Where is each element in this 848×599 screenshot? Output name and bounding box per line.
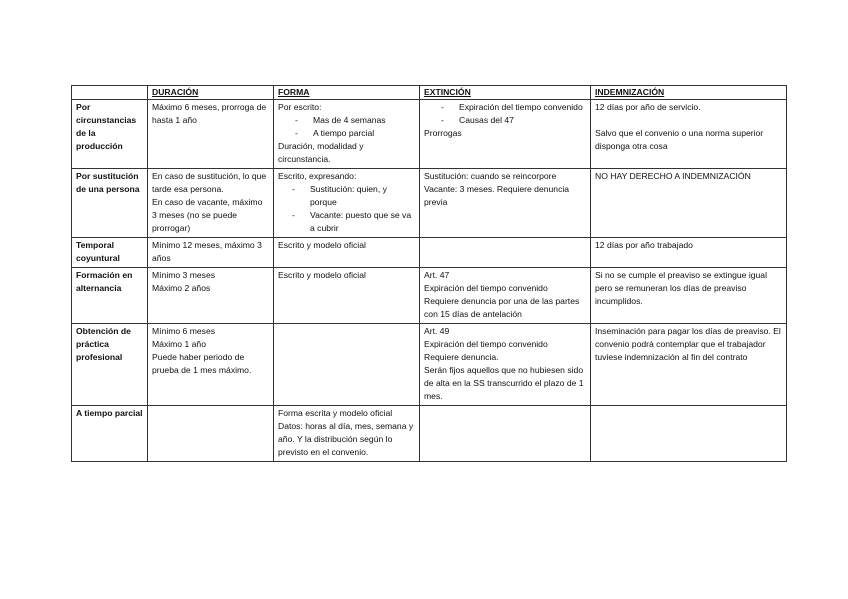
cell-text: Escrito y modelo oficial [278, 270, 366, 280]
row-label: Temporal coyuntural [72, 238, 148, 268]
bullet-text: Mas de 4 semanas [313, 115, 386, 125]
table-row [72, 406, 787, 462]
forma-cell [274, 268, 420, 324]
bullet-item [278, 209, 415, 235]
cell-text: Escrito, expresando: [278, 171, 357, 181]
cell-text: 12 días por año trabajado [595, 240, 693, 250]
cell-text: En caso de vacante, máximo 3 meses (no se puede prorrogar) [152, 197, 263, 233]
indemnizacion-cell [591, 238, 787, 268]
duracion-cell [148, 169, 274, 238]
cell-text: Inseminación para pagar los días de preaviso. El convenio podrá contemplar que el trabajador tuviese indemnización al fin del contrato [595, 326, 781, 362]
cell-text: Art. 47 [424, 270, 450, 280]
cell-text: En caso de sustitución, lo que tarde esa persona. [152, 171, 267, 194]
cell-text: Mínimo 6 meses [152, 326, 216, 336]
cell-text: Máximo 2 años [152, 283, 211, 293]
cell-text: Por escrito: [278, 102, 322, 112]
header-cell-indemnizacion: INDEMNIZACIÓN [591, 86, 787, 100]
extincion-cell [420, 324, 591, 406]
table-row [72, 268, 787, 324]
cell-text: Salvo que el convenio o una norma superior disponga otra cosa [595, 128, 764, 151]
cell-text: Mínimo 12 meses, máximo 3 años [152, 240, 262, 263]
cell-text: Sustitución: cuando se reincorpore [424, 171, 557, 181]
header-cell-forma: FORMA [274, 86, 420, 100]
duracion-cell [148, 406, 274, 462]
table-row [72, 169, 787, 238]
blank-line [595, 114, 782, 127]
cell-text: Escrito y modelo oficial [278, 240, 366, 250]
dash-bullet-icon: - [292, 184, 295, 194]
table-row [72, 324, 787, 406]
cell-text: NO HAY DERECHO A INDEMNIZACIÓN [595, 171, 751, 181]
dash-bullet-icon: - [441, 115, 444, 125]
extincion-cell [420, 238, 591, 268]
dash-bullet-icon: - [292, 210, 295, 220]
table-row [72, 238, 787, 268]
row-label: A tiempo parcial [72, 406, 148, 462]
cell-text: Duración, modalidad y circunstancia. [278, 141, 364, 164]
cell-text: Requiere denuncia. [424, 352, 499, 362]
duracion-cell [148, 100, 274, 169]
header-cell-extincion: EXTINCIÓN [420, 86, 591, 100]
cell-text: Máximo 6 meses, prorroga de hasta 1 año [152, 102, 267, 125]
bullet-text: Expiración del tiempo convenido [459, 102, 583, 112]
cell-text: Si no se cumple el preaviso se extingue igual pero se remuneran los días de preaviso incumplidos. [595, 270, 767, 306]
indemnizacion-cell [591, 100, 787, 169]
cell-text: Mínimo 3 meses [152, 270, 216, 280]
cell-text: 12 días por año de servicio. [595, 102, 701, 112]
bullet-item [278, 127, 415, 140]
bullet-item [424, 114, 586, 127]
cell-text: Datos: horas al día, mes, semana y año. Y la distribución según lo previsto en el convenio. [278, 421, 414, 457]
cell-text: Forma escrita y modelo oficial [278, 408, 393, 418]
header-row [72, 86, 787, 100]
header-cell-duracion: DURACIÓN [148, 86, 274, 100]
extincion-cell [420, 169, 591, 238]
cell-text: Requiere denuncia por una de las partes con 15 días de antelación [424, 296, 580, 319]
duracion-cell [148, 324, 274, 406]
cell-text: Serán fijos aquellos que no hubiesen sido de alta en la SS transcurrido el plazo de 1 mes. [424, 365, 584, 401]
cell-text: Expiración del tiempo convenido [424, 283, 548, 293]
table-row [72, 100, 787, 169]
dash-bullet-icon: - [295, 115, 298, 125]
bullet-item [278, 183, 415, 209]
forma-cell [274, 169, 420, 238]
cell-text: Puede haber periodo de prueba de 1 mes máximo. [152, 352, 252, 375]
row-label: Por sustitución de una persona [72, 169, 148, 238]
forma-cell [274, 324, 420, 406]
extincion-cell [420, 268, 591, 324]
cell-text: Prorrogas [424, 128, 462, 138]
forma-cell [274, 100, 420, 169]
extincion-cell [420, 100, 591, 169]
cell-text: Vacante: 3 meses. Requiere denuncia previa [424, 184, 570, 207]
indemnizacion-cell [591, 324, 787, 406]
header-cell-empty [72, 86, 148, 100]
dash-bullet-icon: - [441, 102, 444, 112]
duracion-cell [148, 238, 274, 268]
bullet-item [424, 101, 586, 114]
bullet-text: Sustitución: quien, y porque [310, 184, 387, 207]
row-label: Obtención de práctica profesional [72, 324, 148, 406]
row-label: Formación en alternancia [72, 268, 148, 324]
forma-cell [274, 238, 420, 268]
contract-types-table [71, 85, 787, 462]
bullet-item [278, 114, 415, 127]
indemnizacion-cell [591, 268, 787, 324]
bullet-text: A tiempo parcial [313, 128, 375, 138]
bullet-text: Causas del 47 [459, 115, 514, 125]
cell-text: Art. 49 [424, 326, 450, 336]
cell-text: Expiración del tiempo convenido [424, 339, 548, 349]
bullet-text: Vacante: puesto que se va a cubrir [310, 210, 412, 233]
indemnizacion-cell [591, 169, 787, 238]
extincion-cell [420, 406, 591, 462]
row-label: Por circunstancias de la producción [72, 100, 148, 169]
forma-cell [274, 406, 420, 462]
indemnizacion-cell [591, 406, 787, 462]
duracion-cell [148, 268, 274, 324]
dash-bullet-icon: - [295, 128, 298, 138]
cell-text: Máximo 1 año [152, 339, 206, 349]
